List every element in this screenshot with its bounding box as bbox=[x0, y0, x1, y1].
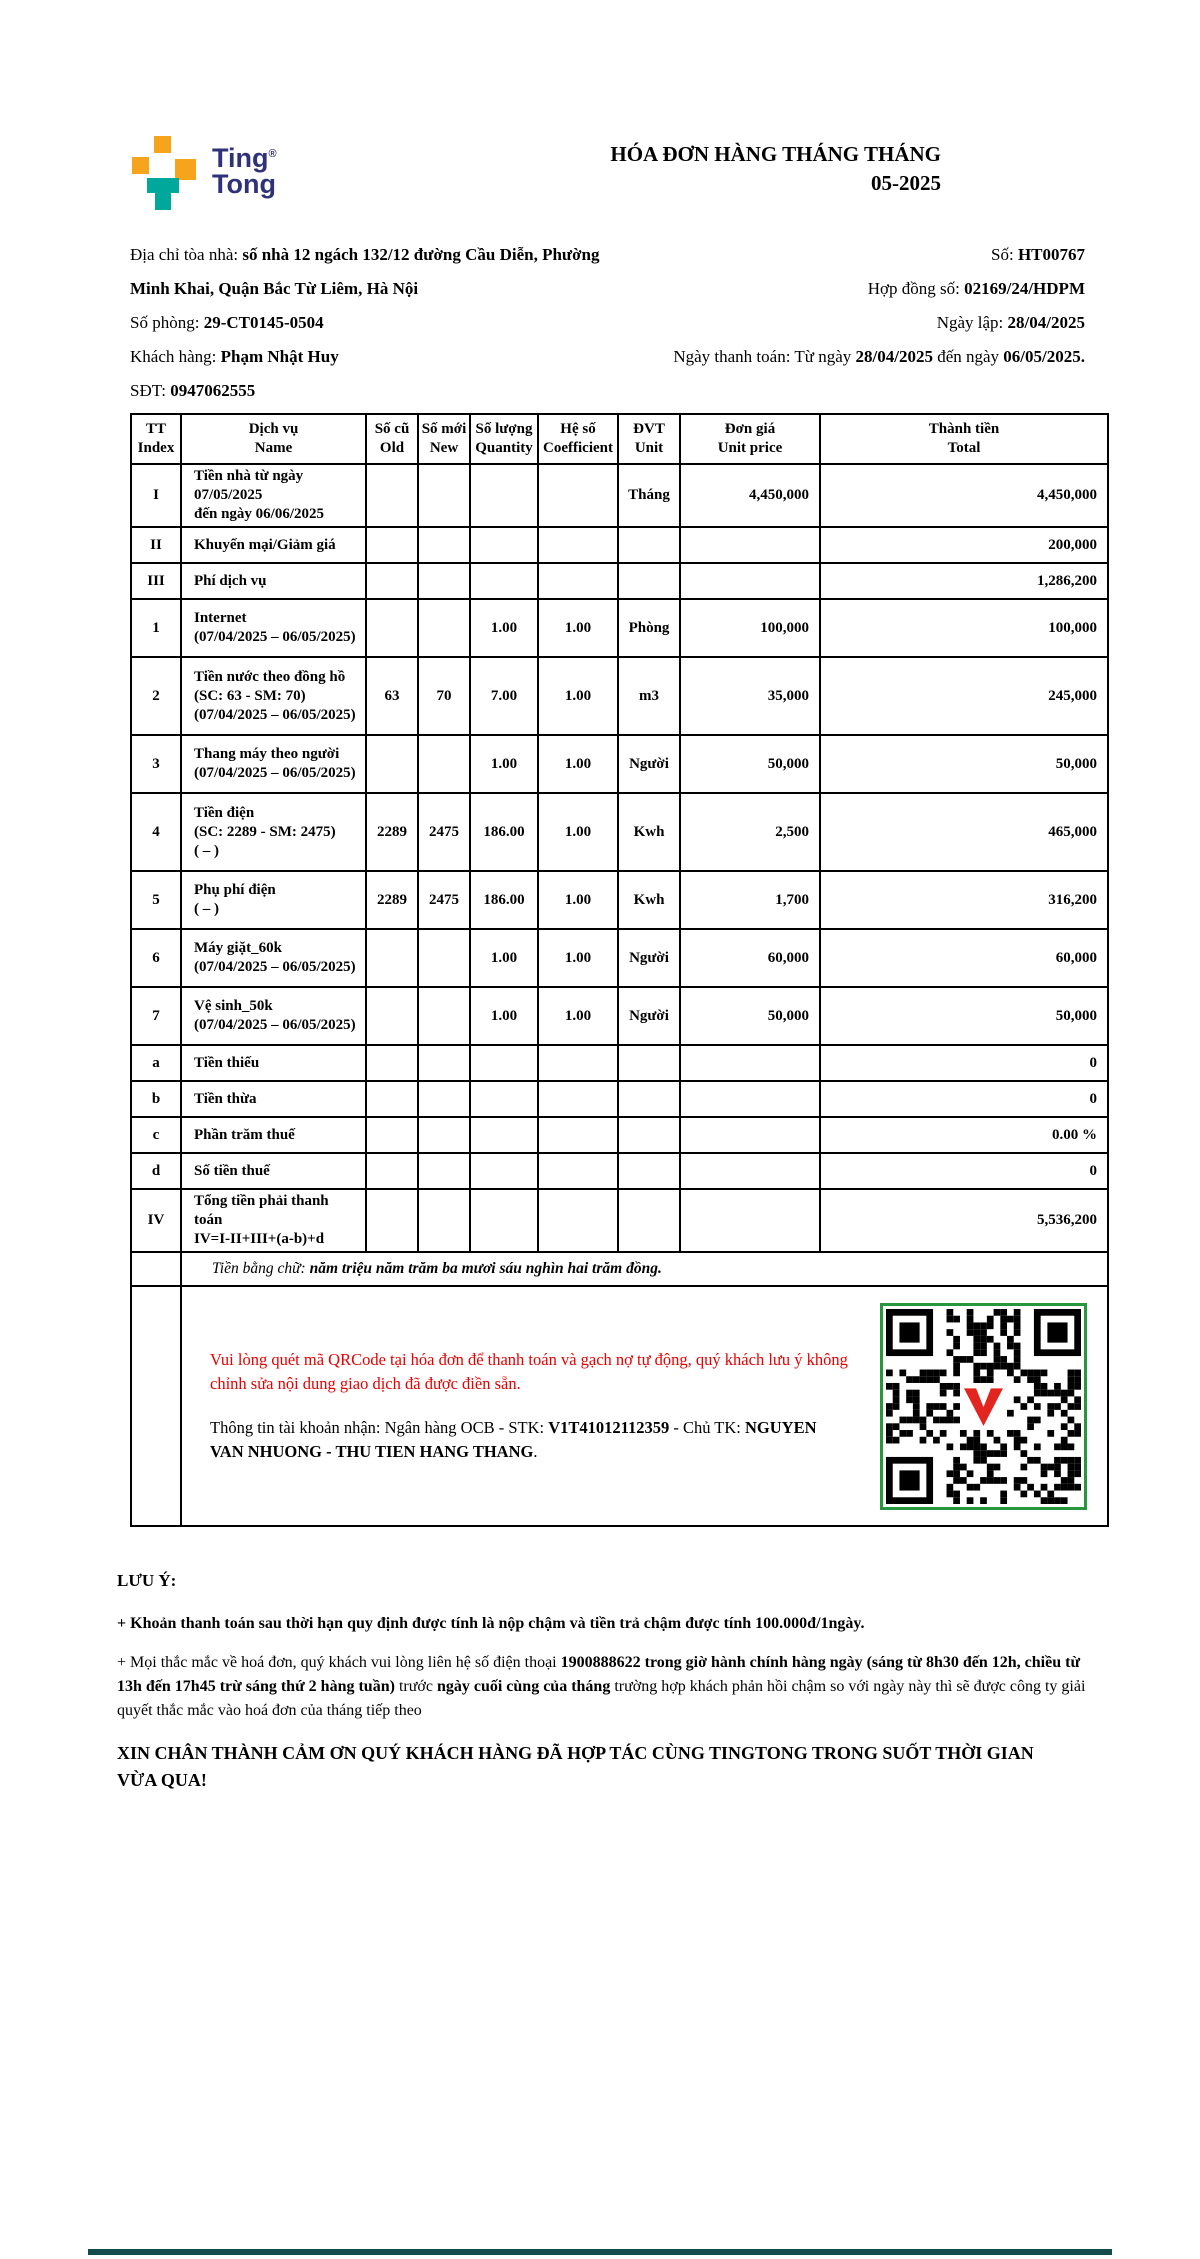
cell-old bbox=[366, 929, 418, 987]
cell-unit: Phòng bbox=[618, 599, 680, 657]
qr-code-image bbox=[886, 1309, 1081, 1504]
qr-section bbox=[181, 1286, 1108, 1526]
cell-total: 316,200 bbox=[820, 871, 1108, 929]
text-run: Tiền bằng chữ: bbox=[212, 1260, 310, 1277]
text-run: NGUYEN VAN NHUONG - THU TIEN HANG THANG bbox=[210, 1418, 817, 1461]
cell-total: 4,450,000 bbox=[820, 464, 1108, 527]
cell-total: 0 bbox=[820, 1045, 1108, 1081]
cell-new bbox=[418, 1081, 470, 1117]
table-row-1 bbox=[131, 599, 1108, 657]
cell-new bbox=[418, 563, 470, 599]
cell-index: 5 bbox=[131, 871, 181, 929]
cell-price bbox=[680, 527, 820, 563]
logo-word-ting: Ting® bbox=[212, 143, 277, 173]
text-run: trường hợp khách phản hồi chậm so với ngày này thì sẽ được công ty giải quyết thắc mắc vào hoá đơn của tháng tiếp theo bbox=[117, 1678, 1086, 1719]
cell-unit bbox=[618, 1117, 680, 1153]
cell-new: 2475 bbox=[418, 871, 470, 929]
cell-index: a bbox=[131, 1045, 181, 1081]
table-row-IV bbox=[131, 1189, 1108, 1252]
cell-service-name: Tiền nước theo đồng hồ (SC: 63 - SM: 70) (07/04/2025 – 06/05/2025) bbox=[181, 657, 366, 735]
cell-coef: 1.00 bbox=[538, 793, 618, 871]
invoice-number-line bbox=[673, 238, 1085, 272]
cell-qty: 1.00 bbox=[470, 987, 538, 1045]
cell-unit bbox=[618, 563, 680, 599]
invoice-info bbox=[130, 238, 1107, 408]
cell-qty bbox=[470, 1045, 538, 1081]
cell-index: c bbox=[131, 1117, 181, 1153]
cell-service-name: Tổng tiền phải thanh toán IV=I-II+III+(a-b)+d bbox=[181, 1189, 366, 1252]
cell-price bbox=[680, 1081, 820, 1117]
text-run: 0947062555 bbox=[170, 381, 256, 400]
cell-qty bbox=[470, 1189, 538, 1252]
text-run: SĐT: bbox=[130, 381, 171, 400]
cell-service-name: Tiền thiếu bbox=[181, 1045, 366, 1081]
cell-price bbox=[680, 1117, 820, 1153]
table-row-III bbox=[131, 563, 1108, 599]
tingtong-logo bbox=[130, 136, 277, 212]
cell-service-name: Khuyến mại/Giảm giá bbox=[181, 527, 366, 563]
cell-price: 60,000 bbox=[680, 929, 820, 987]
cell-qty: 1.00 bbox=[470, 929, 538, 987]
amount-in-words-row bbox=[131, 1252, 1108, 1286]
cell-service-name: Phụ phí điện ( – ) bbox=[181, 871, 366, 929]
column-header-index: TT Index bbox=[131, 414, 181, 464]
cell-qty bbox=[470, 1117, 538, 1153]
cell-old: 2289 bbox=[366, 793, 418, 871]
cell-unit: Kwh bbox=[618, 871, 680, 929]
cell-new bbox=[418, 735, 470, 793]
cell-service-name: Máy giặt_60k (07/04/2025 – 06/05/2025) bbox=[181, 929, 366, 987]
column-header-name: Dịch vụ Name bbox=[181, 414, 366, 464]
table-row-4 bbox=[131, 793, 1108, 871]
cell-total: 200,000 bbox=[820, 527, 1108, 563]
cell-coef: 1.00 bbox=[538, 735, 618, 793]
text-run: Ngày lập: bbox=[936, 313, 1008, 332]
cell-qty bbox=[470, 464, 538, 527]
cell-coef bbox=[538, 527, 618, 563]
cell-coef bbox=[538, 1189, 618, 1252]
logo-word-tong: Tong bbox=[212, 169, 276, 199]
cell-service-name: Thang máy theo người (07/04/2025 – 06/05/2025) bbox=[181, 735, 366, 793]
cell-unit: Người bbox=[618, 987, 680, 1045]
cell-qty: 186.00 bbox=[470, 793, 538, 871]
table-row-6 bbox=[131, 929, 1108, 987]
logo-pixel bbox=[147, 178, 179, 193]
amount-in-words bbox=[181, 1252, 1108, 1286]
issue-date-line bbox=[673, 306, 1085, 340]
cell-unit: Người bbox=[618, 929, 680, 987]
cell-total: 60,000 bbox=[820, 929, 1108, 987]
cell-price: 50,000 bbox=[680, 987, 820, 1045]
cell-price: 1,700 bbox=[680, 871, 820, 929]
cell-index: 3 bbox=[131, 735, 181, 793]
text-run: Số phòng: bbox=[130, 313, 204, 332]
cell-price bbox=[680, 1189, 820, 1252]
text-run: HT00767 bbox=[1017, 245, 1085, 264]
cell-service-name: Tiền thừa bbox=[181, 1081, 366, 1117]
cell-index-empty bbox=[131, 1286, 181, 1526]
phone-line bbox=[130, 374, 635, 408]
column-header-unit-price: Đơn giá Unit price bbox=[680, 414, 820, 464]
cell-new bbox=[418, 929, 470, 987]
cell-old bbox=[366, 735, 418, 793]
text-run: 1900888622 trong giờ hành chính hàng ngày (sáng từ 8h30 đến 12h, chiều từ 13h đến 17h45 trừ sáng thứ 2 hàng tuần) bbox=[117, 1654, 1081, 1695]
cell-index: 4 bbox=[131, 793, 181, 871]
invoice-info-right bbox=[673, 238, 1107, 408]
cell-new: 70 bbox=[418, 657, 470, 735]
cell-coef: 1.00 bbox=[538, 987, 618, 1045]
cell-old bbox=[366, 1045, 418, 1081]
cell-unit: m3 bbox=[618, 657, 680, 735]
qr-row bbox=[131, 1286, 1108, 1526]
cell-unit: Tháng bbox=[618, 464, 680, 527]
cell-qty: 186.00 bbox=[470, 871, 538, 929]
cell-coef bbox=[538, 1153, 618, 1189]
cell-unit: Người bbox=[618, 735, 680, 793]
cell-new bbox=[418, 527, 470, 563]
cell-coef bbox=[538, 563, 618, 599]
cell-index: d bbox=[131, 1153, 181, 1189]
table-row-d bbox=[131, 1153, 1108, 1189]
cell-coef bbox=[538, 1081, 618, 1117]
cell-old: 2289 bbox=[366, 871, 418, 929]
payment-period-line bbox=[673, 340, 1085, 374]
cell-qty bbox=[470, 1153, 538, 1189]
room-line bbox=[130, 306, 635, 340]
cell-new bbox=[418, 1189, 470, 1252]
text-run: Số: bbox=[991, 245, 1018, 264]
cell-index: b bbox=[131, 1081, 181, 1117]
column-header-total: Thành tiền Total bbox=[820, 414, 1108, 464]
cell-total: 0 bbox=[820, 1153, 1108, 1189]
logo-pixel bbox=[154, 136, 171, 153]
tingtong-logo-icon bbox=[130, 136, 198, 212]
cell-service-name: Tiền điện (SC: 2289 - SM: 2475) ( – ) bbox=[181, 793, 366, 871]
cell-unit bbox=[618, 527, 680, 563]
logo-pixel bbox=[155, 193, 171, 210]
note-late-payment bbox=[117, 1612, 1107, 1636]
cell-new bbox=[418, 1117, 470, 1153]
cell-service-name: Vệ sinh_50k (07/04/2025 – 06/05/2025) bbox=[181, 987, 366, 1045]
cell-index: IV bbox=[131, 1189, 181, 1252]
table-row-II bbox=[131, 527, 1108, 563]
cell-price: 35,000 bbox=[680, 657, 820, 735]
column-header-unit: ĐVT Unit bbox=[618, 414, 680, 464]
text-run: số nhà 12 ngách 132/12 đường Cầu Diễn, Phường Minh Khai, Quận Bắc Từ Liêm, Hà Nội bbox=[130, 245, 600, 298]
logo-pixel bbox=[175, 159, 196, 180]
cell-index: 6 bbox=[131, 929, 181, 987]
cell-coef bbox=[538, 464, 618, 527]
invoice-content bbox=[117, 0, 1107, 1794]
table-row-c bbox=[131, 1117, 1108, 1153]
cell-unit bbox=[618, 1045, 680, 1081]
invoice-table bbox=[130, 413, 1109, 1527]
cell-unit: Kwh bbox=[618, 793, 680, 871]
text-run: ngày cuối cùng của tháng bbox=[436, 1678, 611, 1695]
text-run: XIN CHÂN THÀNH CẢM ƠN QUÝ KHÁCH HÀNG ĐÃ HỢP TÁC CÙNG TINGTONG TRONG SUỐT THỜI GIAN VỪA QUA! bbox=[117, 1743, 1034, 1790]
cell-index: 2 bbox=[131, 657, 181, 735]
cell-total: 50,000 bbox=[820, 735, 1108, 793]
invoice-info-left bbox=[130, 238, 635, 408]
page-title: HÓA ĐƠN HÀNG THÁNG THÁNG 05-2025 bbox=[610, 142, 941, 195]
notes-heading: LƯU Ý: bbox=[117, 1571, 177, 1590]
qr-code bbox=[880, 1303, 1087, 1510]
cell-unit bbox=[618, 1189, 680, 1252]
customer-line bbox=[130, 340, 635, 374]
table-row-b bbox=[131, 1081, 1108, 1117]
text-run: . bbox=[533, 1442, 538, 1461]
cell-price: 100,000 bbox=[680, 599, 820, 657]
cell-total: 100,000 bbox=[820, 599, 1108, 657]
cell-index: I bbox=[131, 464, 181, 527]
cell-qty bbox=[470, 1081, 538, 1117]
text-run: 28/04/2025 bbox=[1007, 313, 1085, 332]
notes-section bbox=[117, 1571, 1107, 1794]
cell-index: 1 bbox=[131, 599, 181, 657]
address-line bbox=[130, 238, 635, 306]
registered-mark: ® bbox=[268, 148, 277, 160]
cell-index-empty bbox=[131, 1252, 181, 1286]
cell-total: 0 bbox=[820, 1081, 1108, 1117]
cell-new bbox=[418, 1153, 470, 1189]
cell-old bbox=[366, 1117, 418, 1153]
text-run: Hợp đồng số: bbox=[867, 279, 965, 298]
invoice-table-body bbox=[131, 464, 1108, 1252]
cell-coef: 1.00 bbox=[538, 871, 618, 929]
column-header-quantity: Số lượng Quantity bbox=[470, 414, 538, 464]
cell-qty: 1.00 bbox=[470, 735, 538, 793]
cell-price bbox=[680, 1045, 820, 1081]
cell-old bbox=[366, 1189, 418, 1252]
cell-total: 465,000 bbox=[820, 793, 1108, 871]
cell-coef: 1.00 bbox=[538, 929, 618, 987]
text-run: 29-CT0145-0504 bbox=[203, 313, 324, 332]
text-run: - Chủ TK: bbox=[669, 1418, 746, 1437]
text-run: trước bbox=[394, 1678, 437, 1695]
table-row-5 bbox=[131, 871, 1108, 929]
cell-service-name: Phí dịch vụ bbox=[181, 563, 366, 599]
cell-total: 1,286,200 bbox=[820, 563, 1108, 599]
cell-old: 63 bbox=[366, 657, 418, 735]
header bbox=[130, 136, 1107, 212]
cell-new bbox=[418, 464, 470, 527]
cell-coef bbox=[538, 1045, 618, 1081]
table-header-row bbox=[131, 414, 1108, 464]
text-run: V1T41012112359 bbox=[548, 1418, 670, 1437]
cell-new: 2475 bbox=[418, 793, 470, 871]
text-run: 28/04/2025 bbox=[855, 347, 933, 366]
cell-index: 7 bbox=[131, 987, 181, 1045]
cell-price: 50,000 bbox=[680, 735, 820, 793]
cell-total: 245,000 bbox=[820, 657, 1108, 735]
column-header-coefficient: Hệ số Coefficient bbox=[538, 414, 618, 464]
cell-price bbox=[680, 563, 820, 599]
cell-new bbox=[418, 987, 470, 1045]
cell-service-name: Tiền nhà từ ngày 07/05/2025 đến ngày 06/06/2025 bbox=[181, 464, 366, 527]
cell-price bbox=[680, 1153, 820, 1189]
cell-coef bbox=[538, 1117, 618, 1153]
column-header-new: Số mới New bbox=[418, 414, 470, 464]
cell-old bbox=[366, 1081, 418, 1117]
cell-service-name: Internet (07/04/2025 – 06/05/2025) bbox=[181, 599, 366, 657]
cell-old bbox=[366, 987, 418, 1045]
cell-new bbox=[418, 599, 470, 657]
cell-index: II bbox=[131, 527, 181, 563]
text-run: + Mọi thắc mắc về hoá đơn, quý khách vui lòng liên hệ số điện thoại bbox=[117, 1654, 561, 1671]
cell-service-name: Phần trăm thuế bbox=[181, 1117, 366, 1153]
text-run: + Khoản thanh toán sau thời hạn quy định được tính là nộp chậm và tiền trả chậm được tính 100.000đ/1ngày. bbox=[117, 1615, 865, 1632]
cell-total: 0.00 % bbox=[820, 1117, 1108, 1153]
qr-instructions bbox=[182, 1348, 880, 1464]
footer-bar bbox=[88, 2249, 1112, 2255]
cell-qty: 7.00 bbox=[470, 657, 538, 735]
text-run: 06/05/2025. bbox=[1003, 347, 1085, 366]
column-header-old: Số cũ Old bbox=[366, 414, 418, 464]
text-run: đến ngày bbox=[932, 347, 1004, 366]
text-run: Ngày thanh toán: Từ ngày bbox=[673, 347, 856, 366]
bank-account-info bbox=[210, 1416, 852, 1464]
cell-old bbox=[366, 599, 418, 657]
text-run: Vui lòng quét mã QRCode tại hóa đơn để thanh toán và gạch nợ tự động, quý khách lưu ý không chỉnh sửa nội dung giao dịch đã được điền sẵn. bbox=[210, 1350, 848, 1393]
cell-old bbox=[366, 527, 418, 563]
cell-old bbox=[366, 563, 418, 599]
cell-old bbox=[366, 1153, 418, 1189]
logo-wordmark bbox=[212, 141, 277, 197]
cell-total: 50,000 bbox=[820, 987, 1108, 1045]
cell-coef: 1.00 bbox=[538, 599, 618, 657]
cell-coef: 1.00 bbox=[538, 657, 618, 735]
cell-old bbox=[366, 464, 418, 527]
text-run: 02169/24/HDPM bbox=[964, 279, 1085, 298]
table-row-3 bbox=[131, 735, 1108, 793]
cell-price: 4,450,000 bbox=[680, 464, 820, 527]
note-hotline bbox=[117, 1651, 1107, 1723]
cell-total: 5,536,200 bbox=[820, 1189, 1108, 1252]
contract-number-line bbox=[673, 272, 1085, 306]
table-row-a bbox=[131, 1045, 1108, 1081]
logo-pixel bbox=[132, 157, 149, 174]
text-run: Phạm Nhật Huy bbox=[220, 347, 339, 366]
table-row-7 bbox=[131, 987, 1108, 1045]
table-row-I bbox=[131, 464, 1108, 527]
cell-price: 2,500 bbox=[680, 793, 820, 871]
table-row-2 bbox=[131, 657, 1108, 735]
qr-note-red bbox=[210, 1348, 852, 1396]
text-run: Khách hàng: bbox=[130, 347, 221, 366]
cell-qty bbox=[470, 527, 538, 563]
cell-unit bbox=[618, 1081, 680, 1117]
text-run: Thông tin tài khoản nhận: Ngân hàng OCB - STK: bbox=[210, 1418, 549, 1437]
cell-qty bbox=[470, 563, 538, 599]
text-run: Địa chỉ tòa nhà: bbox=[130, 245, 243, 264]
thank-you-message bbox=[117, 1740, 1067, 1794]
cell-qty: 1.00 bbox=[470, 599, 538, 657]
invoice-table-footer bbox=[131, 1252, 1108, 1526]
cell-index: III bbox=[131, 563, 181, 599]
cell-service-name: Số tiền thuế bbox=[181, 1153, 366, 1189]
text-run: năm triệu năm trăm ba mươi sáu nghìn hai trăm đồng. bbox=[309, 1260, 662, 1277]
cell-unit bbox=[618, 1153, 680, 1189]
cell-new bbox=[418, 1045, 470, 1081]
